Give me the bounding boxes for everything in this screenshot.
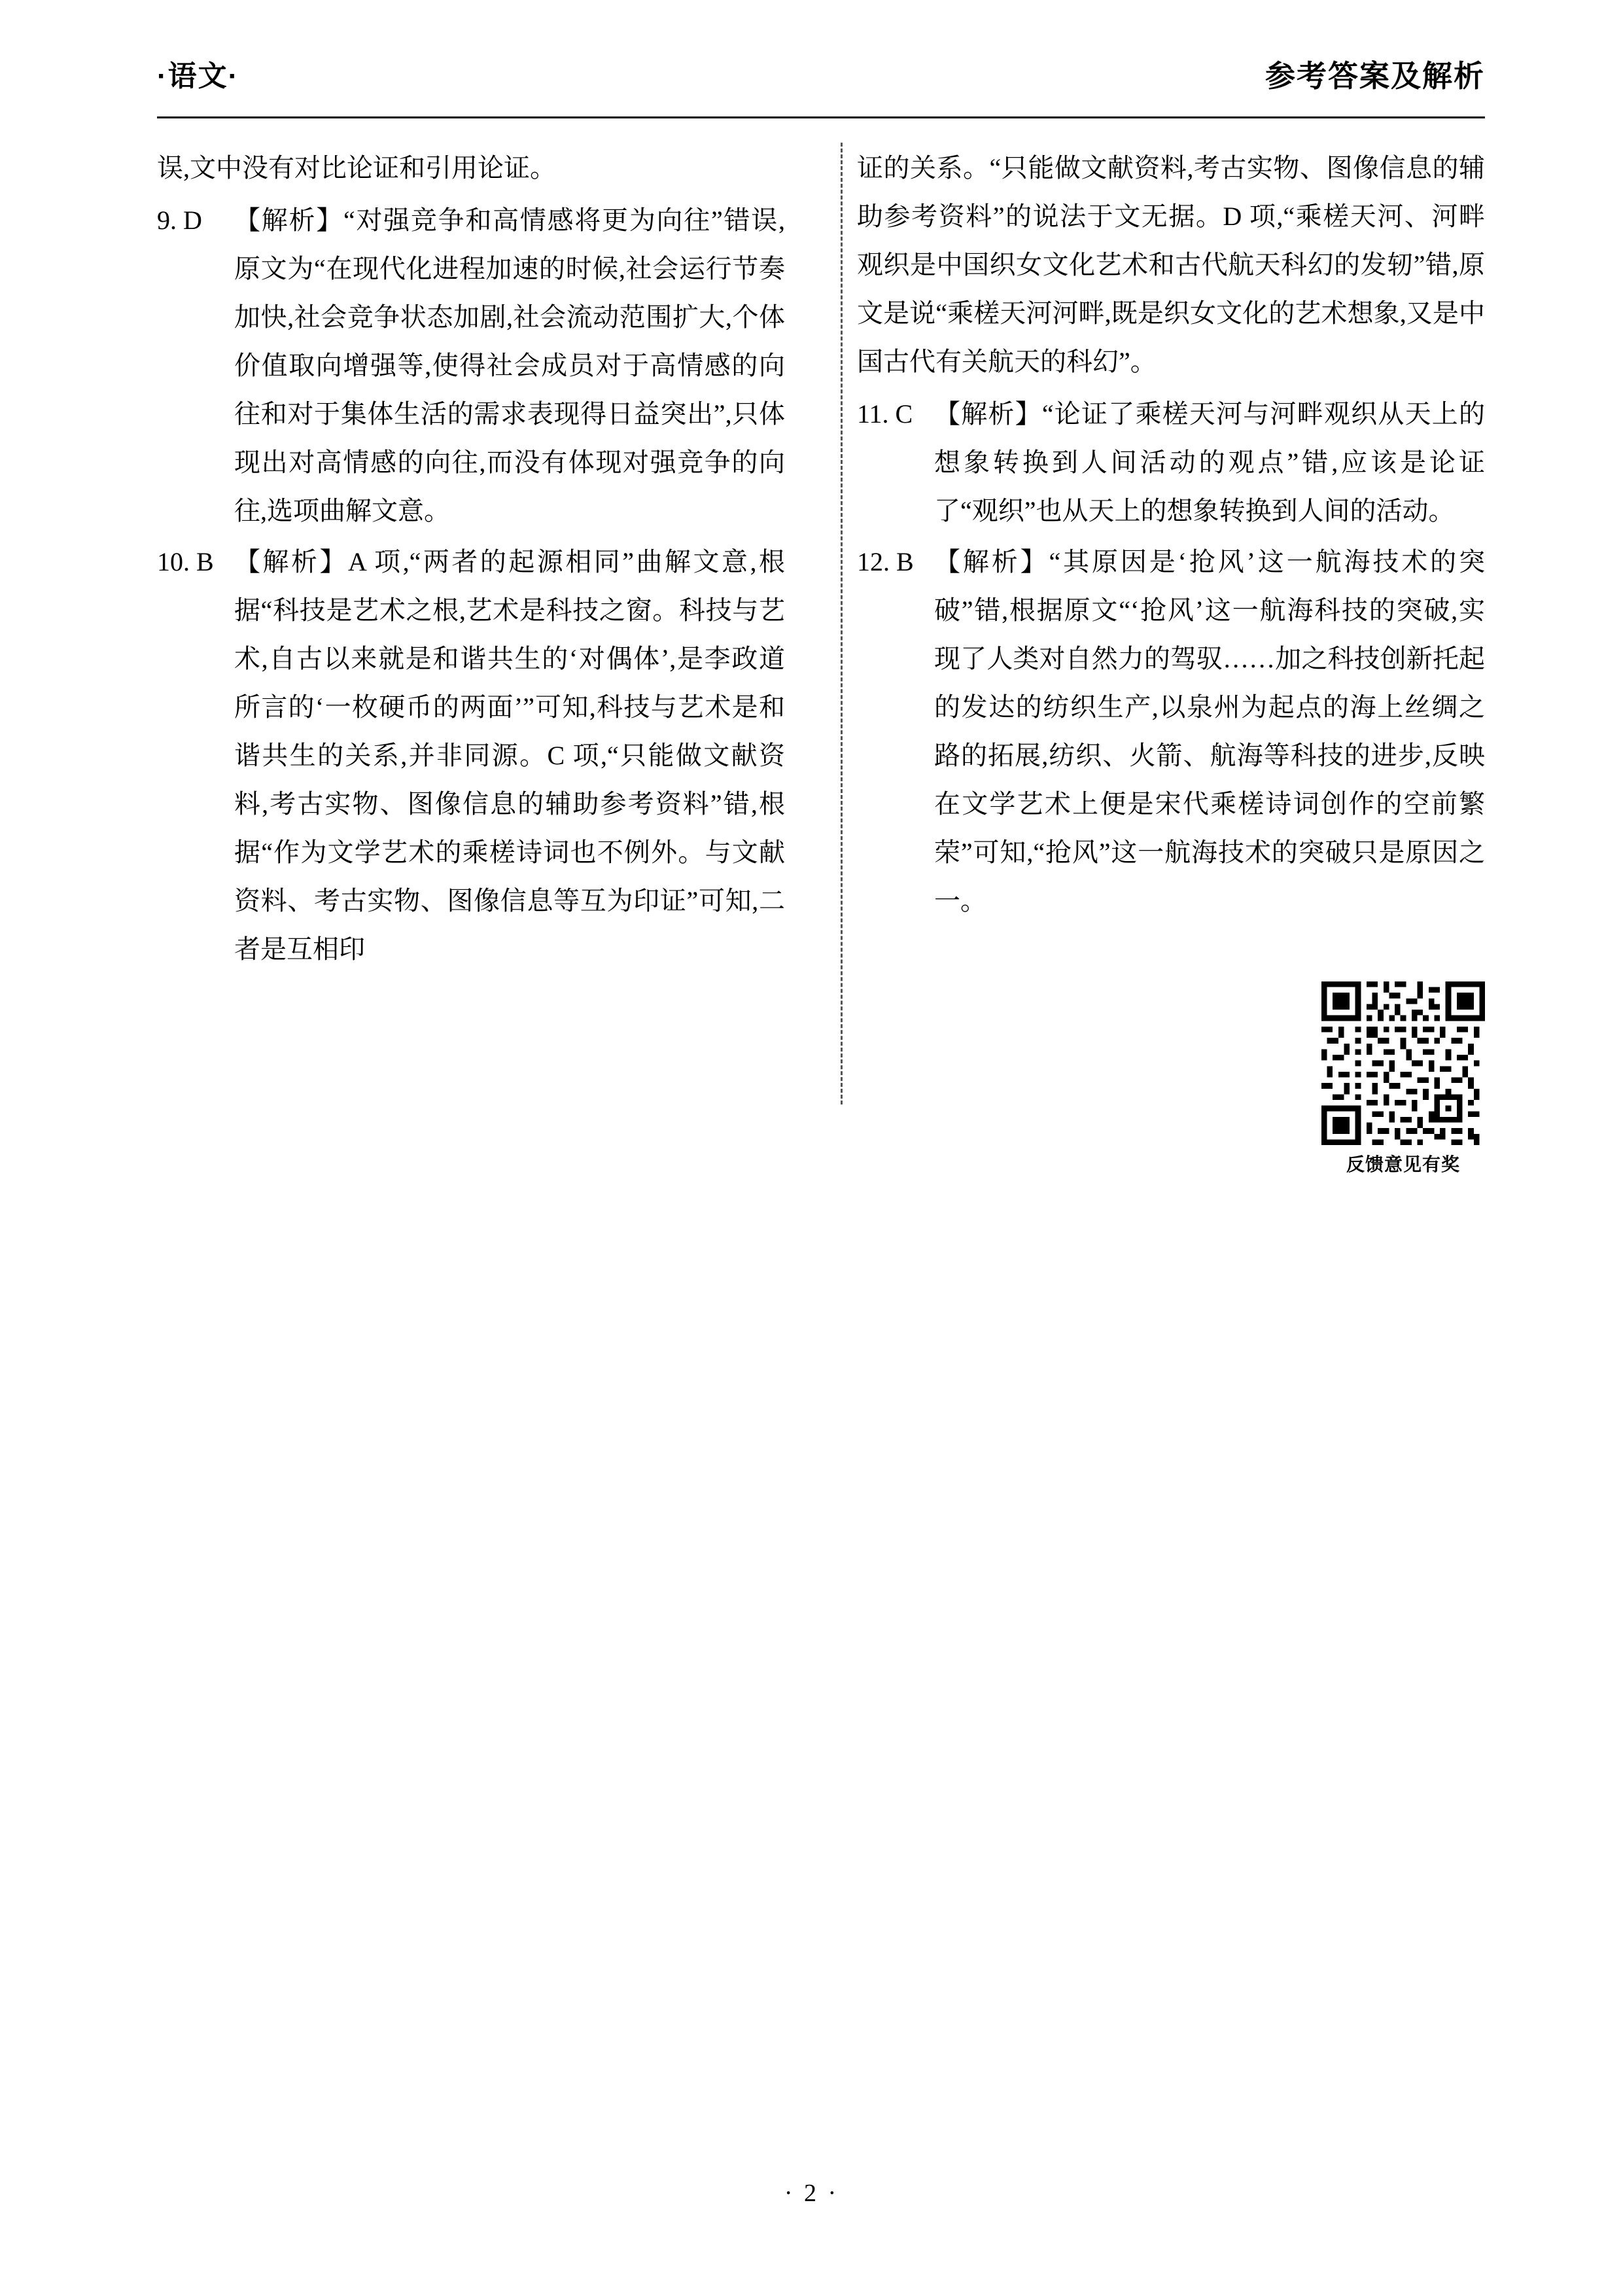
- answer-item-12: [857, 538, 1485, 925]
- feedback-qr-block[interactable]: [1321, 981, 1485, 1176]
- qr-code-icon[interactable]: [1321, 981, 1485, 1145]
- header-subject-label: ·语文·: [157, 60, 239, 92]
- column-divider: [841, 143, 843, 1104]
- answer-number-12: 12. B: [857, 547, 914, 576]
- answer-text-9: 【解析】“对强竞争和高情感将更为向往”错误,原文为“在现代化进程加速的时候,社会运行节奏加快,社会竞争状态加剧,社会流动范围扩大,个体价值取向增强等,使得社会成员对于高情感的向往和对于集体生活的需求表现得日益突出”,只体现出对高情感的向往,而没有体现对强竞争的向往,选项曲解文意。: [234, 205, 785, 525]
- answer-item-9: [157, 196, 785, 535]
- answer-number-11: 11. C: [857, 399, 913, 429]
- left-column: [157, 144, 785, 976]
- header-divider-rule: [157, 116, 1485, 118]
- page-header: [157, 52, 1485, 111]
- answer-number-9: 9. D: [157, 205, 202, 235]
- answer-text-12: 【解析】“其原因是‘抢风’这一航海技术的突破”错,根据原文“‘抢风’这一航海科技的突破,实现了人类对自然力的驾驭……加之科技创新托起的发达的纺织生产,以泉州为起点的海上丝绸之路的拓展,纺织、火箭、航海等科技的进步,反映在文学艺术上便是宋代乘槎诗词创作的空前繁荣”可知,“抢风”这一航海技术的突破只是原因之一。: [934, 547, 1485, 915]
- answer-item-10: [157, 538, 785, 974]
- page-footer: · 2 ·: [784, 2180, 839, 2207]
- answer-text-10: 【解析】A 项,“两者的起源相同”曲解文意,根据“科技是艺术之根,艺术是科技之窗。科技与艺术,自古以来就是和谐共生的‘对偶体’,是李政道所言的‘一枚硬币的两面’”可知,科技与艺术是和谐共生的关系,并非同源。C 项,“只能做文献资料,考古实物、图像信息的辅助参考资料”错,根据“作为文学艺术的乘槎诗词也不例外。与文献资料、考古实物、图像信息等互为印证”可知,二者是互相印: [234, 547, 785, 964]
- header-title: 参考答案及解析: [1265, 59, 1485, 93]
- answer-number-10: 10. B: [157, 547, 214, 576]
- right-column: [857, 144, 1485, 1174]
- answer-text-11: 【解析】“论证了乘槎天河与河畔观织从天上的想象转换到人间活动的观点”错,应该是论证了“观织”也从天上的想象转换到人间的活动。: [934, 399, 1485, 525]
- qr-caption-label: 反馈意见有奖: [1346, 1154, 1460, 1174]
- left-lead-paragraph: 误,文中没有对比论证和引用论证。: [157, 153, 556, 183]
- right-lead-paragraph: 证的关系。“只能做文献资料,考古实物、图像信息的辅助参考资料”的说法于文无据。D 项,“乘槎天河、河畔观织是中国织女文化艺术和古代航天科幻的发轫”错,原文是说“乘槎天河河畔,既是织女文化的艺术想象,又是中国古代有关航天的科幻”。: [857, 153, 1485, 376]
- answer-item-11: [857, 390, 1485, 535]
